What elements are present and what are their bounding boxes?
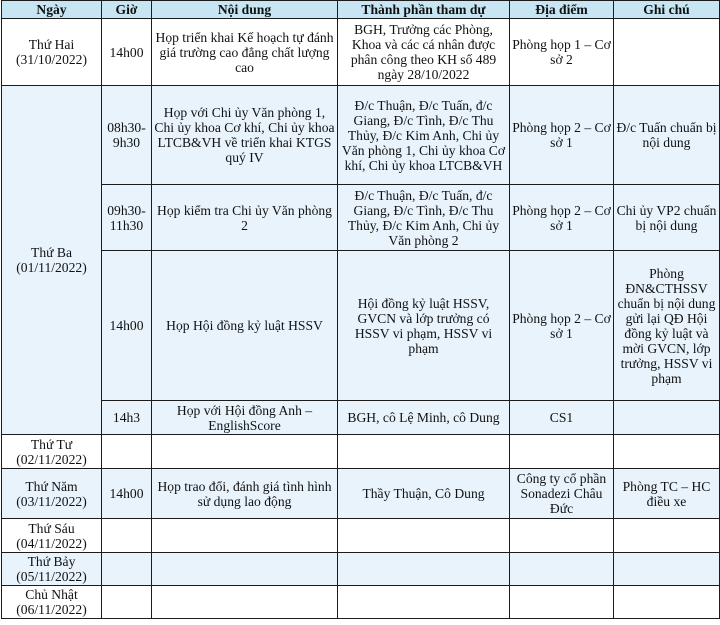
table-row xyxy=(2,19,720,86)
day-cell-monday xyxy=(2,19,102,86)
table-row xyxy=(2,519,720,553)
table-row xyxy=(2,86,720,185)
location-cell: CS1 xyxy=(510,401,614,435)
participants-cell: BGH, Trưởng các Phòng, Khoa và các cá nhân được phân công theo KH số 489 ngày 28/10/2022 xyxy=(338,19,510,86)
participants-cell: Đ/c Thuận, Đ/c Tuấn, đ/c Giang, Đ/c Tình, Đ/c Thu Thủy, Đ/c Kim Anh, Chi ủy Văn phòng 1, Chi ủy khoa Cơ khí, Chi ủy khoa LTCB&VH xyxy=(338,86,510,185)
day-date: (04/11/2022) xyxy=(16,535,87,551)
location-cell: Phòng họp 1 – Cơ sở 2 xyxy=(510,19,614,86)
location-cell: Phòng họp 2 – Cơ sở 1 xyxy=(510,185,614,251)
header-time: Giờ xyxy=(102,1,152,19)
table-row xyxy=(2,185,720,251)
day-name: Thứ Hai xyxy=(28,37,75,52)
header-location: Địa điểm xyxy=(510,1,614,19)
day-cell-tuesday xyxy=(2,86,102,435)
day-date: (02/11/2022) xyxy=(16,451,87,467)
header-note: Ghi chú xyxy=(614,1,720,19)
header-row xyxy=(2,1,720,19)
content-cell: Họp với Chi ủy Văn phòng 1, Chi ủy khoa Cơ khí, Chi ủy khoa LTCB&VH về triển khai KTGS quý IV xyxy=(152,86,338,185)
day-name: Thứ Bảy xyxy=(27,554,76,569)
day-name: Thứ Ba xyxy=(31,245,72,260)
table-row xyxy=(2,553,720,586)
day-name: Thứ Tư xyxy=(30,436,73,452)
table-row xyxy=(2,401,720,435)
content-cell: Họp triển khai Kế hoạch tự đánh giá trường cao đẳng chất lượng cao xyxy=(152,19,338,86)
day-cell-sunday xyxy=(2,586,102,619)
note-cell xyxy=(614,19,720,86)
table-row xyxy=(2,469,720,519)
header-content: Nội dung xyxy=(152,1,338,19)
note-cell: Phòng TC – HC điều xe xyxy=(614,469,720,519)
time-cell: 14h00 xyxy=(102,251,152,401)
time-cell: 09h30-11h30 xyxy=(102,185,152,251)
day-cell-wednesday xyxy=(2,435,102,469)
table-row xyxy=(2,586,720,619)
note-cell xyxy=(614,401,720,435)
day-date: (01/11/2022) xyxy=(16,260,87,275)
time-cell: 08h30-9h30 xyxy=(102,86,152,185)
day-date: (03/11/2022) xyxy=(16,493,87,509)
weekly-schedule-table xyxy=(1,0,720,619)
time-cell: 14h00 xyxy=(102,469,152,519)
day-date: (05/11/2022) xyxy=(16,569,87,584)
participants-cell: Hội đồng kỷ luật HSSV, GVCN và lớp trưởng có HSSV vi phạm, HSSV vi phạm xyxy=(338,251,510,401)
table-row xyxy=(2,435,720,469)
day-date: (06/11/2022) xyxy=(16,602,87,617)
content-cell: Họp trao đổi, đánh giá tình hình sử dụng lao động xyxy=(152,469,338,519)
day-cell-friday xyxy=(2,519,102,553)
participants-cell: BGH, cô Lệ Minh, cô Dung xyxy=(338,401,510,435)
time-cell: 14h00 xyxy=(102,19,152,86)
day-name: Thứ Sáu xyxy=(28,520,75,536)
day-name: Thứ Năm xyxy=(25,478,78,494)
participants-cell: Đ/c Thuận, Đ/c Tuấn, đ/c Giang, Đ/c Tình, Đ/c Thu Thủy, Đ/c Kim Anh, Chi ủy Văn phòng 2 xyxy=(338,185,510,251)
location-cell: Phòng họp 2 – Cơ sở 1 xyxy=(510,86,614,185)
time-cell: 14h3 xyxy=(102,401,152,435)
participants-cell: Thầy Thuận, Cô Dung xyxy=(338,469,510,519)
content-cell: Họp Hội đồng kỷ luật HSSV xyxy=(152,251,338,401)
day-date: (31/10/2022) xyxy=(16,52,87,67)
content-cell: Họp với Hội đồng Anh – EnglishScore xyxy=(152,401,338,435)
day-cell-thursday xyxy=(2,469,102,519)
content-cell: Họp kiểm tra Chi ủy Văn phòng 2 xyxy=(152,185,338,251)
location-cell: Công ty cổ phần Sonadezi Châu Đức xyxy=(510,469,614,519)
day-cell-saturday xyxy=(2,553,102,586)
note-cell: Đ/c Tuấn chuẩn bị nội dung xyxy=(614,86,720,185)
note-cell: Chi ủy VP2 chuẩn bị nội dung xyxy=(614,185,720,251)
header-participants: Thành phần tham dự xyxy=(338,1,510,19)
location-cell: Phòng họp 2 – Cơ sở 1 xyxy=(510,251,614,401)
note-cell: Phòng ĐN&CTHSSV chuẩn bị nội dung gửi lại QĐ Hội đồng kỷ luật và mời GVCN, lớp trưởng, HSSV vi phạm xyxy=(614,251,720,401)
day-name: Chủ Nhật xyxy=(25,587,78,602)
header-day: Ngày xyxy=(2,1,102,19)
table-row xyxy=(2,251,720,401)
